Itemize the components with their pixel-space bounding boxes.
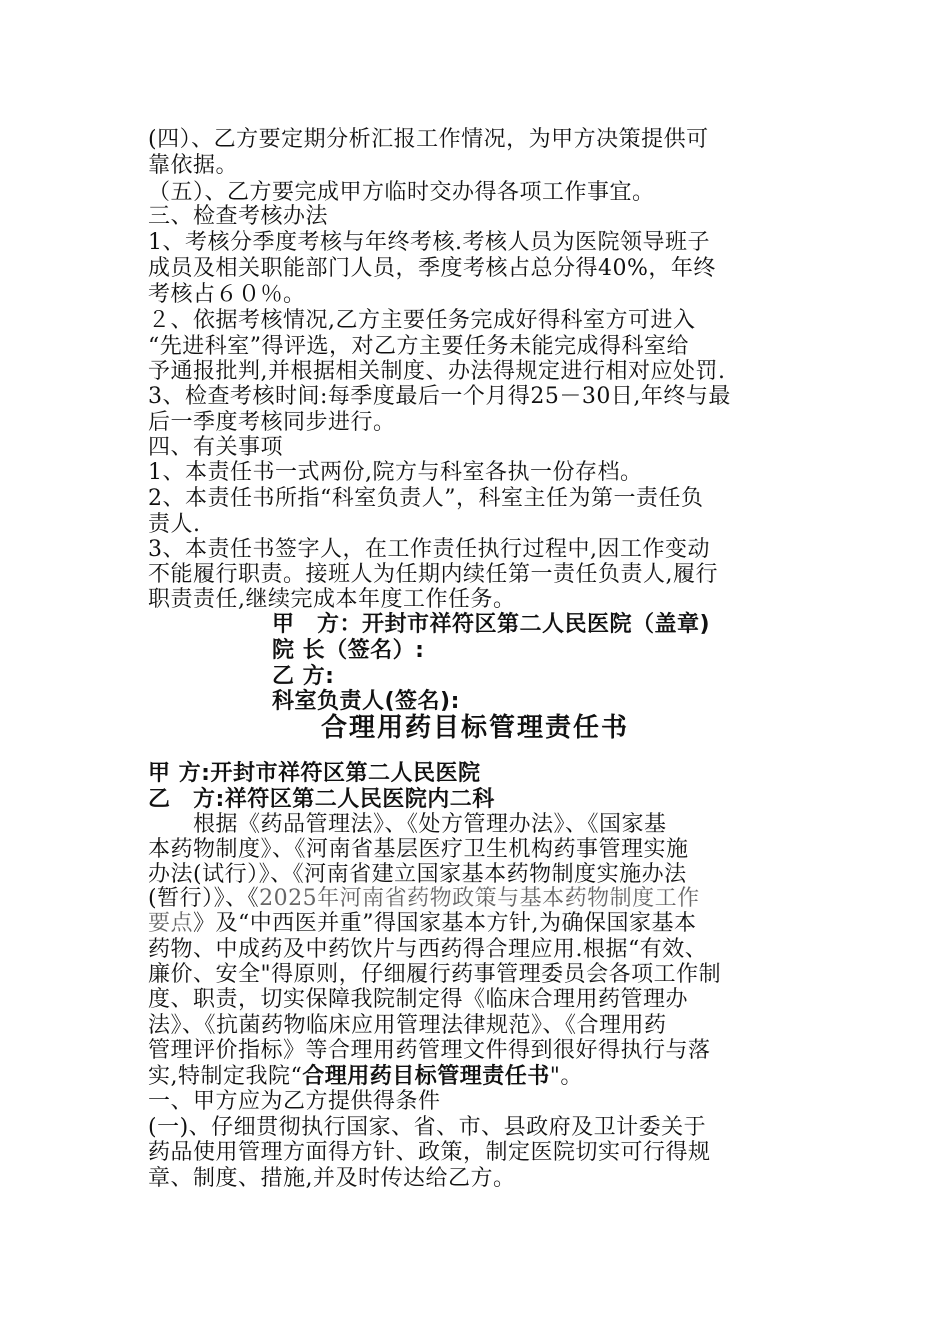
text-line: 管理评价指标》等合理用药管理文件得到很好得执行与落	[148, 1038, 711, 1063]
president-signature: 院 长（签名）:	[272, 638, 425, 663]
text-line	[148, 911, 697, 937]
text-line: 职责责任,继续完成本年度工作任务。	[148, 587, 516, 612]
gray-text-segment: 要点	[148, 911, 194, 936]
text-line: （五）、乙方要完成甲方临时交办得各项工作事宜。	[148, 180, 655, 205]
text-line: 章、制度、措施,并及时传达给乙方。	[148, 1166, 516, 1191]
text-line: 廉价、安全"得原则，仔细履行药事管理委员会各项工作制	[148, 962, 722, 987]
section-heading: 四、有关事项	[148, 435, 284, 460]
text-segment: "。	[549, 1064, 583, 1089]
text-line: 药品使用管理方面得方针、政策，制定医院切实可行得规	[148, 1140, 711, 1165]
text-line: 3、检查考核时间:每季度最后一个月得25－30日,年终与最	[148, 384, 731, 409]
party-b-signature: 乙 方:	[272, 664, 335, 689]
bold-text-segment: 合理用药目标管理责任书	[302, 1064, 550, 1089]
text-line: 予通报批判,并根据相关制度、办法得规定进行相对应处罚.	[148, 359, 726, 384]
text-line: ２、依据考核情况,乙方主要任务完成好得科室方可进入	[148, 308, 696, 333]
section-heading: 三、检查考核办法	[148, 204, 329, 229]
text-line: “先进科室”得评选，对乙方主要任务未能完成得科室给	[148, 334, 689, 359]
text-line: 成员及相关职能部门人员，季度考核占总分得40%，年终	[148, 256, 716, 281]
text-line: 度、职责，切实保障我院制定得《临床合理用药管理办	[148, 987, 689, 1012]
text-line: 不能履行职责。接班人为任期内续任第一责任负责人,履行	[148, 562, 718, 587]
text-line: 3、本责任书签字人，在工作责任执行过程中,因工作变动	[148, 537, 710, 562]
dept-head-signature: 科室负责人(签名):	[272, 689, 460, 714]
text-segment: 》及“中西医并重”得国家基本方针,为确保国家基本	[193, 911, 697, 936]
text-line: 办法(试行）》、《河南省建立国家基本药物制度实施办法	[148, 862, 687, 887]
text-line: 药物、中成药及中药饮片与西药得合理应用.根据“有效、	[148, 937, 708, 962]
text-line: 1、考核分季度考核与年终考核.考核人员为医院领导班子	[148, 230, 710, 255]
text-line: 靠依据。	[148, 153, 239, 178]
text-line: 本药物制度》、《河南省基层医疗卫生机构药事管理实施	[148, 837, 689, 862]
party-b: 乙 方:祥符区第二人民医院内二科	[148, 787, 495, 812]
text-line: 法》、《抗菌药物临床应用管理法律规范》、《合理用药	[148, 1013, 667, 1038]
text-line: 责人.	[148, 512, 201, 537]
text-line: (一)、仔细贯彻执行国家、省、市、县政府及卫计委关于	[148, 1115, 707, 1140]
party-a: 甲 方:开封市祥符区第二人民医院	[148, 761, 481, 786]
text-line: 后一季度考核同步进行。	[148, 410, 396, 435]
gray-text-segment: 2025年河南省药物政策与基本药物制度工作	[259, 886, 700, 911]
document-title: 合理用药目标管理责任书	[320, 713, 629, 743]
text-line: (四）、乙方要定期分析汇报工作情况，为甲方决策提供可	[148, 127, 709, 152]
text-line	[148, 1064, 583, 1090]
text-line	[148, 886, 700, 912]
text-line: 根据《药品管理法》、《处方管理办法》、《国家基	[148, 812, 667, 837]
section-heading: 一、甲方应为乙方提供得条件	[148, 1089, 441, 1114]
party-a-signature: 甲 方：开封市祥符区第二人民医院（盖章)	[272, 612, 711, 637]
text-line: 1、本责任书一式两份,院方与科室各执一份存档。	[148, 460, 643, 485]
text-segment: (暂行）》、《	[148, 886, 260, 911]
text-segment: 实,特制定我院“	[148, 1064, 303, 1089]
text-line: 考核占６０％。	[148, 282, 306, 307]
text-line: 2、本责任书所指“科室负责人”，科室主任为第一责任负	[148, 486, 704, 511]
